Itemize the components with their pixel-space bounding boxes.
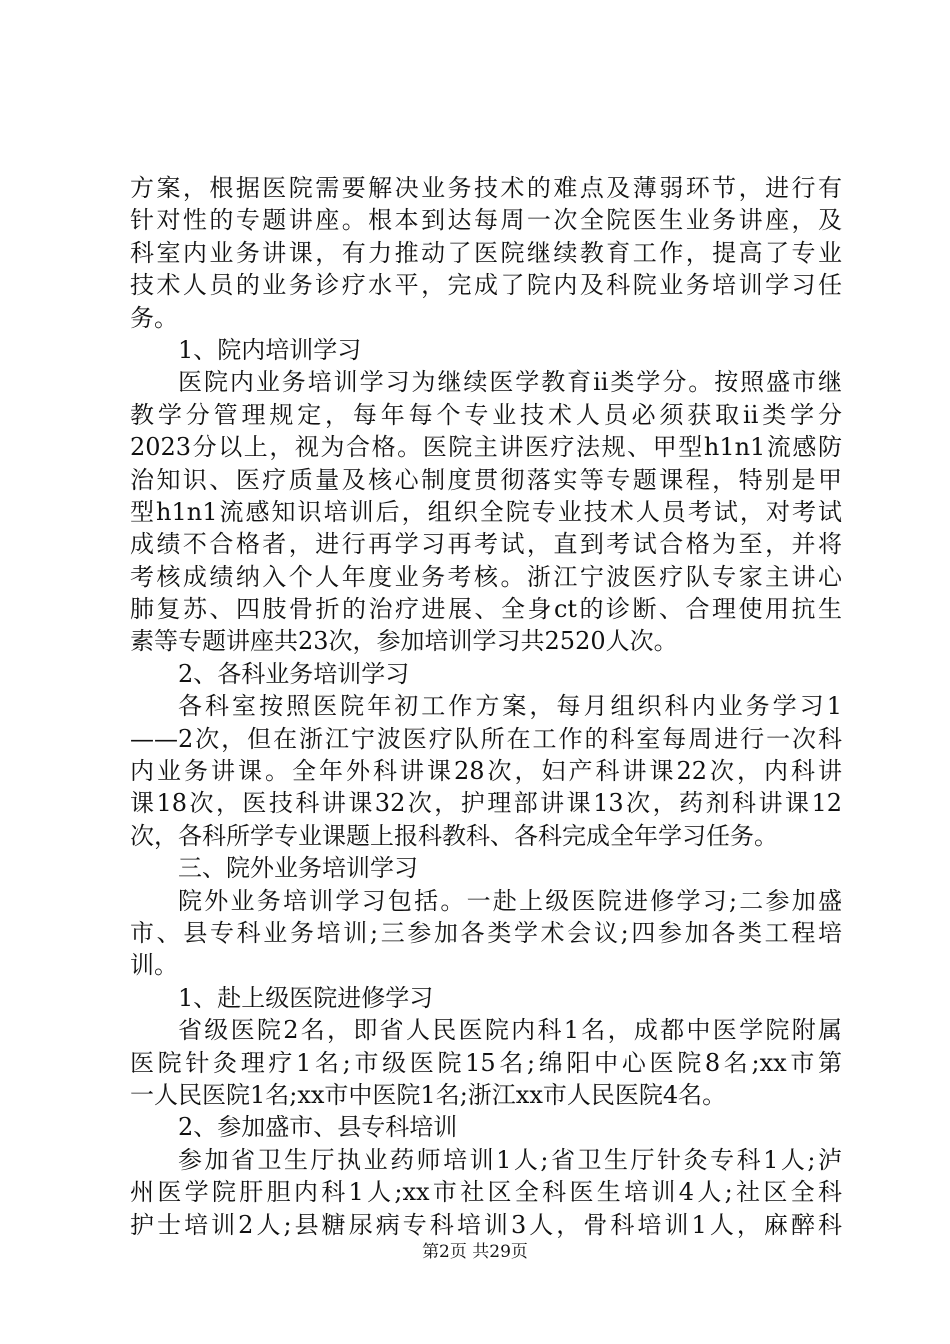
text-line: 务。: [130, 303, 178, 332]
text-line: 院外业务培训学习包括。一赴上级医院进修学习;二参加盛: [178, 886, 842, 915]
page-footer: 第2页 共29页: [422, 1242, 528, 1262]
section-heading: 2、参加盛市、县专科培训: [178, 1113, 458, 1142]
text-line: 各科室按照医院年初工作方案，每月组织科内业务学习1: [178, 692, 842, 721]
text-line: 医院内业务培训学习为继续医学教育ii类学分。按照盛市继: [178, 368, 842, 397]
text-line: 型h1n1流感知识培训后，组织全院专业技术人员考试，对考试: [130, 497, 842, 526]
text-line: 省级医院2名，即省人民医院内科1名，成都中医学院附属: [178, 1016, 842, 1045]
text-line: 市、县专科业务培训;三参加各类学术会议;四参加各类工程培: [130, 918, 842, 947]
text-line: 方案，根据医院需要解决业务技术的难点及薄弱环节，进行有: [130, 174, 842, 202]
text-line: 考核成绩纳入个人年度业务考核。浙江宁波医疗队专家主讲心: [130, 562, 842, 591]
text-line: 州医学院肝胆内科1人;xx市社区全科医生培训4人;社区全科: [130, 1178, 842, 1207]
body-text: [130, 172, 842, 1241]
text-line: 护士培训2人;县糖尿病专科培训3人，骨科培训1人，麻醉科: [130, 1210, 842, 1239]
text-line: 针对性的专题讲座。根本到达每周一次全院医生业务讲座，及: [130, 206, 842, 235]
text-line: 科室内业务讲课，有力推动了医院继续教育工作，提高了专业: [130, 238, 842, 267]
text-line: 成绩不合格者，进行再学习再考试，直到考试合格为至，并将: [130, 530, 842, 559]
text-line: 肺复苏、四肢骨折的治疗进展、全身ct的诊断、合理使用抗生: [130, 595, 842, 624]
text-line: 教学分管理规定，每年每个专业技术人员必须获取ii类学分: [130, 400, 842, 429]
text-line: 素等专题讲座共23次，参加培训学习共2520人次。: [130, 627, 678, 656]
text-line: 课18次，医技科讲课32次，护理部讲课13次，药剂科讲课12: [130, 789, 842, 818]
text-line: 技术人员的业务诊疗水平，完成了院内及科院业务培训学习任: [130, 271, 842, 300]
text-line: 训。: [130, 951, 178, 980]
text-line: 参加省卫生厅执业药师培训1人;省卫生厅针灸专科1人;泸: [178, 1145, 842, 1174]
text-line: 医院针灸理疗1名;市级医院15名;绵阳中心医院8名;xx市第: [130, 1048, 842, 1077]
text-line: 一人民医院1名;xx市中医院1名;浙江xx市人民医院4名。: [130, 1080, 727, 1109]
text-line: 治知识、医疗质量及核心制度贯彻落实等专题课程，特别是甲: [130, 465, 842, 494]
text-line: 内业务讲课。全年外科讲课28次，妇产科讲课22次，内科讲: [130, 757, 842, 786]
text-line: ——2次，但在浙江宁波医疗队所在工作的科室每周进行一次科: [130, 724, 842, 753]
section-heading: 2、各科业务培训学习: [178, 659, 410, 688]
section-heading: 三、院外业务培训学习: [178, 854, 418, 883]
section-heading: 1、院内培训学习: [178, 335, 362, 364]
section-heading: 1、赴上级医院进修学习: [178, 983, 434, 1012]
text-line: 次，各科所学专业课题上报科教科、各科完成全年学习任务。: [130, 821, 778, 850]
text-line: 2023分以上，视为合格。医院主讲医疗法规、甲型h1n1流感防: [130, 433, 842, 462]
